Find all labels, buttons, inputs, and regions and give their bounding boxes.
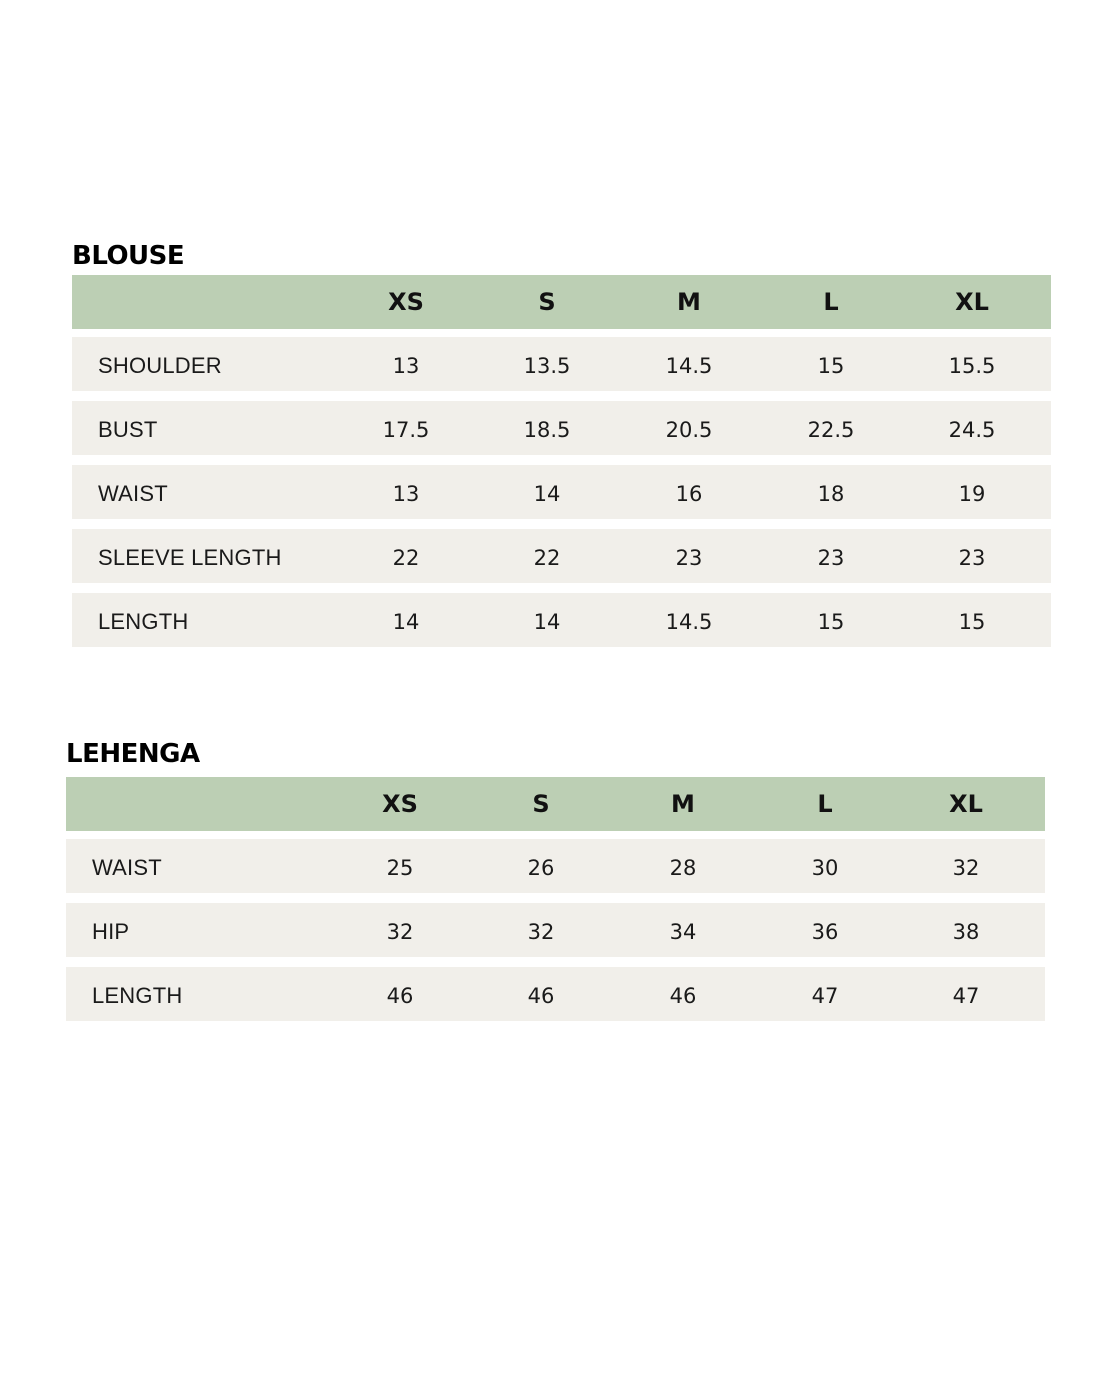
value-cell: 32 [952,856,980,880]
value-cell: 47 [952,984,980,1008]
value-cell: 14 [533,482,561,506]
value-cell: 38 [952,920,980,944]
row-label: LENGTH [92,983,183,1008]
value-cell: 14.5 [665,354,713,378]
table-row [72,593,1051,647]
value-cell: 15 [817,354,845,378]
value-cell: 25 [386,856,414,880]
blouse-header-row [72,275,1051,329]
value-cell: 32 [527,920,555,944]
value-cell: 47 [811,984,839,1008]
value-cell: 28 [669,856,697,880]
value-cell: 19 [958,482,986,506]
value-cell: 23 [958,546,986,570]
table-row [72,465,1051,519]
lehenga-size-table [66,777,1045,1021]
value-cell: 22 [392,546,420,570]
value-cell: 15 [817,610,845,634]
row-label: WAIST [98,481,168,506]
row-label: WAIST [92,855,162,880]
size-header-xs: XS [382,790,418,818]
value-cell: 22 [533,546,561,570]
row-label: BUST [98,417,158,442]
value-cell: 24.5 [948,418,996,442]
table-row [72,337,1051,391]
value-cell: 20.5 [665,418,713,442]
value-cell: 23 [675,546,703,570]
value-cell: 26 [527,856,555,880]
value-cell: 15 [958,610,986,634]
value-cell: 46 [669,984,697,1008]
size-header-xl: XL [955,288,989,316]
table-row [72,529,1051,583]
size-header-l: L [817,790,833,818]
size-header-xs: XS [388,288,424,316]
lehenga-header-row [66,777,1045,831]
value-cell: 14 [533,610,561,634]
size-header-s: S [538,288,556,316]
value-cell: 16 [675,482,703,506]
table-row [72,401,1051,455]
row-label: LENGTH [98,609,189,634]
blouse-title: BLOUSE [72,241,185,271]
row-label: SLEEVE LENGTH [98,545,282,570]
table-row [66,903,1045,957]
value-cell: 18.5 [523,418,571,442]
value-cell: 13 [392,482,420,506]
value-cell: 13 [392,354,420,378]
value-cell: 30 [811,856,839,880]
size-header-xl: XL [949,790,983,818]
value-cell: 32 [386,920,414,944]
size-header-s: S [532,790,550,818]
size-header-l: L [823,288,839,316]
value-cell: 15.5 [948,354,996,378]
value-cell: 46 [386,984,414,1008]
value-cell: 23 [817,546,845,570]
table-row [66,967,1045,1021]
value-cell: 46 [527,984,555,1008]
row-label: HIP [92,919,130,944]
size-header-m: M [671,790,695,818]
table-row [66,839,1045,893]
value-cell: 22.5 [807,418,855,442]
lehenga-title: LEHENGA [66,739,200,769]
value-cell: 14.5 [665,610,713,634]
value-cell: 17.5 [382,418,430,442]
value-cell: 14 [392,610,420,634]
value-cell: 34 [669,920,697,944]
blouse-size-table [72,275,1051,647]
row-label: SHOULDER [98,353,222,378]
value-cell: 36 [811,920,839,944]
size-header-m: M [677,288,701,316]
value-cell: 18 [817,482,845,506]
value-cell: 13.5 [523,354,571,378]
